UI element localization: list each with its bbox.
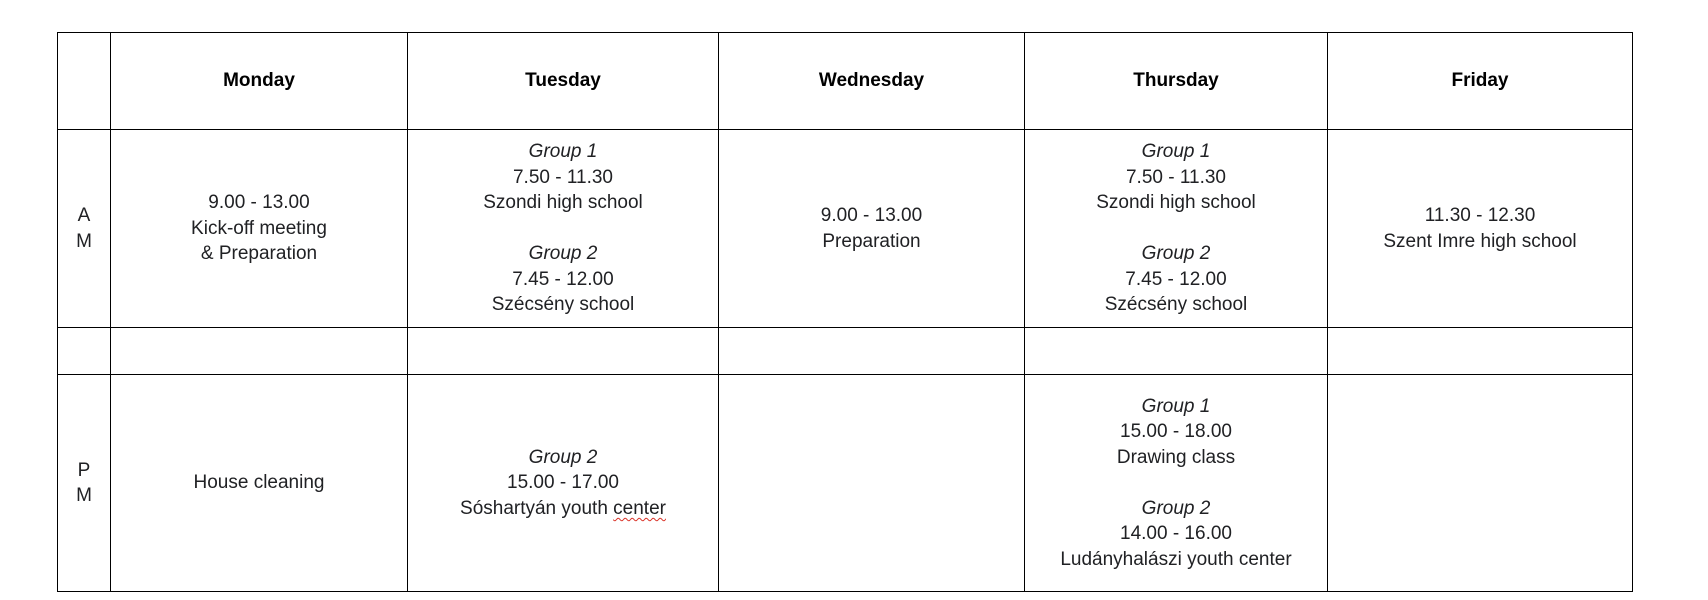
am-wednesday-cell[interactable] [719,130,1025,328]
pm-thursday-group1-place: Drawing class [1116,446,1236,468]
am-friday-time: 11.30 - 12.30 [1424,205,1536,226]
header-thursday[interactable]: Thursday [1025,33,1328,130]
am-thursday-group1-label: Group 1 [1141,141,1211,163]
am-monday-cell[interactable] [111,130,408,328]
am-thursday-cell[interactable] [1025,130,1328,328]
gap-cell-wednesday[interactable] [719,328,1025,375]
gap-cell-thursday[interactable] [1025,328,1328,375]
header-friday[interactable]: Friday [1328,33,1633,130]
pm-row [58,375,1633,592]
am-thursday-group2-label: Group 2 [1141,243,1211,265]
am-monday-activity: Kick-off meeting [191,217,327,239]
pm-thursday-group2-time: 14.00 - 16.00 [1120,523,1232,545]
pm-monday-cell[interactable] [111,375,408,592]
am-tuesday-group1-label: Group 1 [528,141,598,163]
am-monday-time: 9.00 - 13.00 [208,192,310,214]
pm-monday-activity: House cleaning [193,472,325,494]
pm-tuesday-place-prefix: Sóshartyán youth [460,497,614,519]
pm-friday-cell[interactable] [1328,375,1633,592]
am-tuesday-group2-label: Group 2 [528,243,598,265]
spellcheck-flagged-word[interactable]: center [613,497,666,519]
am-thursday-group1-time: 7.50 - 11.30 [1125,166,1226,188]
pm-wednesday-cell[interactable] [719,375,1025,592]
gap-cell-monday[interactable] [111,328,408,375]
gap-cell-tuesday[interactable] [408,328,719,375]
pm-thursday-cell[interactable] [1025,375,1328,592]
gap-cell-label[interactable] [58,328,111,375]
am-thursday-group2-place: Szécsény school [1104,294,1248,316]
am-friday-cell[interactable] [1328,130,1633,328]
table-header-row [58,33,1633,130]
pm-label-letter-1: P [77,459,91,481]
pm-thursday-group1-label: Group 1 [1141,395,1211,417]
gap-cell-friday[interactable] [1328,328,1633,375]
am-row [58,130,1633,328]
cell-spacer [1029,470,1323,496]
pm-label-letter-2: M [76,485,92,506]
am-tuesday-group1-place: Szondi high school [483,192,643,214]
am-monday-activity-cont: & Preparation [200,243,318,265]
am-tuesday-group2-time: 7.45 - 12.00 [512,268,614,290]
pm-tuesday-cell[interactable] [408,375,719,592]
pm-tuesday-group2-time: 15.00 - 17.00 [507,472,619,494]
header-corner-cell[interactable] [58,33,111,130]
am-thursday-group1-place: Szondi high school [1096,192,1256,214]
pm-tuesday-group2-label: Group 2 [528,446,598,468]
am-tuesday-group1-time: 7.50 - 11.30 [512,166,613,188]
header-monday[interactable]: Monday [111,33,408,130]
pm-period-label[interactable] [58,375,111,592]
am-friday-activity: Szent Imre high school [1383,230,1577,252]
am-thursday-group2-time: 7.45 - 12.00 [1125,268,1227,290]
am-tuesday-cell[interactable] [408,130,719,328]
pm-thursday-group2-place: Ludányhalászi youth center [1060,548,1292,570]
am-period-label[interactable] [58,130,111,328]
am-wednesday-activity: Preparation [822,230,921,252]
document-page [57,32,1633,592]
header-wednesday[interactable]: Wednesday [719,33,1025,130]
pm-thursday-group1-time: 15.00 - 18.00 [1120,421,1232,443]
header-tuesday[interactable]: Tuesday [408,33,719,130]
am-tuesday-group2-place: Szécsény school [491,294,635,316]
lunch-gap-row [58,328,1633,375]
am-wednesday-time: 9.00 - 13.00 [820,205,923,226]
am-label-letter-1: A [77,205,91,226]
am-label-letter-2: M [76,230,92,252]
pm-tuesday-group2-place [412,496,714,522]
weekly-schedule-table [57,32,1633,592]
pm-thursday-group2-label: Group 2 [1141,497,1211,519]
cell-spacer [412,216,714,242]
cell-spacer [1029,216,1323,242]
